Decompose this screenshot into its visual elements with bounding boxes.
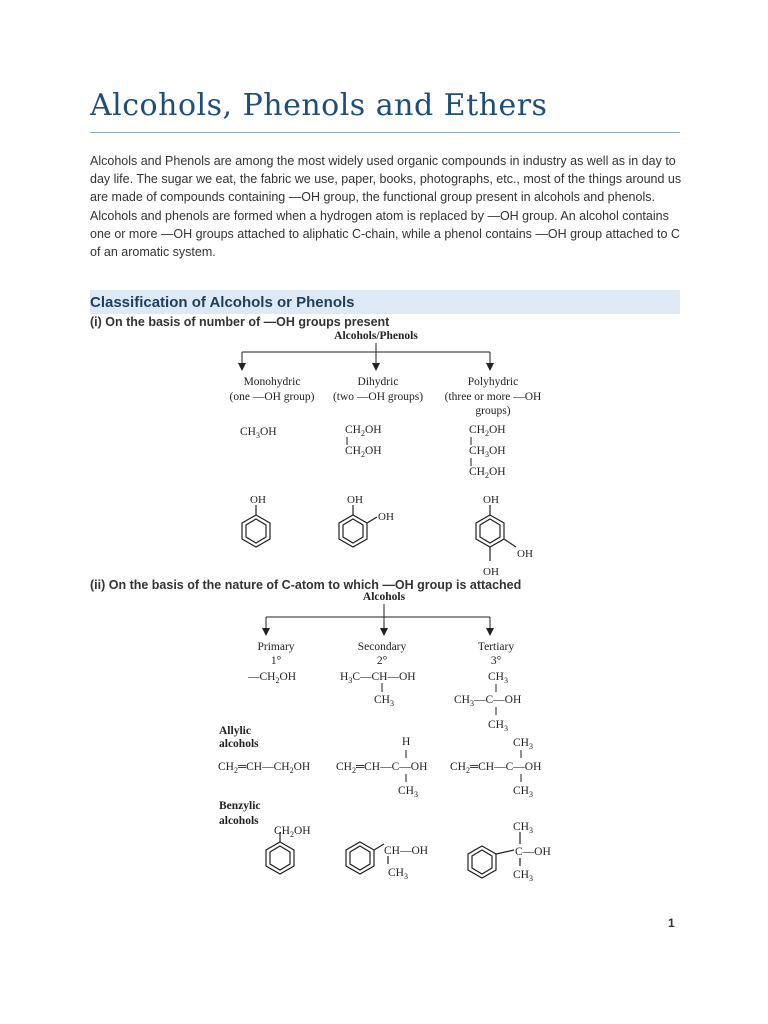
diagram2-root-label: Alcohols [362, 591, 406, 603]
tertiary-benzylic-ch3-top: $CH_3$ [513, 821, 533, 835]
allylic-secondary-h: H [402, 736, 411, 748]
classification-diagram-carbon-type [210, 588, 570, 890]
intro-text [90, 152, 682, 261]
monohydric-label: Monohydric [243, 376, 301, 388]
polyhydric-desc: (three or more —OH [444, 391, 542, 403]
glycerol-formula-1: $CH_2OH$ [469, 424, 506, 438]
trihydroxy-oh-label-2: OH [517, 548, 533, 560]
intro-paragraph-2: Alcohols and phenols are formed when a hydrogen atom is replaced by —OH group. An alcohol contains one or more —OH groups attached to aliphatic C-chain, while a phenol contains —OH group attached to C of an aromatic system. [90, 208, 680, 260]
tertiary-formula: $CH_3—C—OH$ [454, 694, 522, 708]
page-title: Alcohols, Phenols and Ethers [90, 88, 548, 123]
phenol-ring-icon [242, 505, 270, 547]
primary-degree: 1° [270, 655, 282, 667]
diagram1-arrowheads [238, 363, 494, 371]
sub-heading-1: (i) On the basis of number of —OH groups present [90, 315, 390, 329]
allylic-tertiary-ch3-bottom: $CH_3$ [513, 785, 533, 799]
diagram1-root-label: Alcohols/Phenols [334, 330, 418, 342]
diagram2-arrowheads [262, 628, 494, 636]
secondary-benzylic-ring-icon [346, 842, 388, 874]
benzylic-label: Benzylic [219, 800, 261, 812]
classification-diagram-oh-count [200, 325, 580, 577]
secondary-label: Secondary [357, 641, 407, 653]
intro-paragraph-1: Alcohols and Phenols are among the most widely used organic compounds in industry as well as in day to day life. The sugar we eat, the fabric we use, paper, books, photographs, etc., most of the things around us are made of compounds containing —OH group, the functional group present in alcohols and phenols. [90, 154, 682, 205]
catechol-oh-label-1: OH [347, 494, 363, 506]
allylic-primary-formula: $CH_2═CH—CH_2OH$ [218, 761, 311, 775]
tertiary-degree: 3° [490, 655, 502, 667]
allylic-label-cont: alcohols [219, 738, 259, 750]
allylic-secondary-formula: $CH_2═CH—C—OH$ [336, 761, 428, 775]
allylic-tertiary-ch3-top: $CH_3$ [513, 737, 533, 751]
trihydroxy-oh-label-3: OH [483, 566, 499, 577]
sub-heading-2: (ii) On the basis of the nature of C-atom to which —OH group is attached [90, 578, 522, 592]
secondary-benzylic-formula: CH—OH [384, 845, 429, 857]
secondary-formula: $H_3C—CH—OH$ [340, 671, 416, 685]
secondary-ch3: $CH_3$ [374, 694, 394, 708]
tertiary-ch3-top: $CH_3$ [488, 671, 508, 685]
trihydroxybenzene-ring-icon [476, 505, 516, 561]
monohydric-desc: (one —OH group) [229, 391, 315, 403]
catechol-ring-icon [339, 505, 377, 547]
glycol-formula-1: $CH_2OH$ [345, 424, 382, 438]
section-heading: Classification of Alcohols or Phenols [90, 294, 355, 311]
tertiary-benzylic-formula: C—OH [515, 846, 551, 858]
benzylic-label-cont: alcohols [219, 815, 259, 827]
polyhydric-desc-cont: groups) [475, 405, 511, 417]
methanol-formula: $CH_3OH$ [240, 426, 277, 440]
tertiary-ch3-bottom: $CH_3$ [488, 719, 508, 733]
dihydric-label: Dihydric [357, 376, 399, 388]
glycerol-formula-2: $CH_3OH$ [469, 445, 506, 459]
allylic-tertiary-formula: $CH_2═CH—C—OH$ [450, 761, 542, 775]
dihydric-desc: (two —OH groups) [332, 391, 424, 403]
diagram2-tree-lines [266, 604, 490, 630]
allylic-secondary-ch3: $CH_3$ [398, 785, 418, 799]
catechol-oh-label-2: OH [378, 511, 394, 523]
primary-formula: $—CH_2OH$ [248, 671, 297, 685]
glycerol-formula-3: $CH_2OH$ [469, 466, 506, 480]
glycol-formula-2: $CH_2OH$ [345, 445, 382, 459]
page-number: 1 [668, 916, 675, 930]
tertiary-benzylic-ch3-bottom: $CH_3$ [513, 869, 533, 883]
primary-label: Primary [257, 641, 295, 653]
tertiary-label: Tertiary [477, 641, 515, 653]
secondary-benzylic-ch3: $CH_3$ [388, 867, 408, 881]
diagram1-tree-lines [242, 343, 490, 365]
phenol-oh-label: OH [250, 494, 266, 506]
title-rule [90, 132, 680, 133]
benzyl-ch2oh-label: $CH_2OH$ [274, 825, 311, 839]
allylic-label: Allylic [219, 725, 251, 737]
secondary-degree: 2° [376, 655, 388, 667]
polyhydric-label: Polyhydric [467, 376, 519, 388]
trihydroxy-oh-label-1: OH [483, 494, 499, 506]
